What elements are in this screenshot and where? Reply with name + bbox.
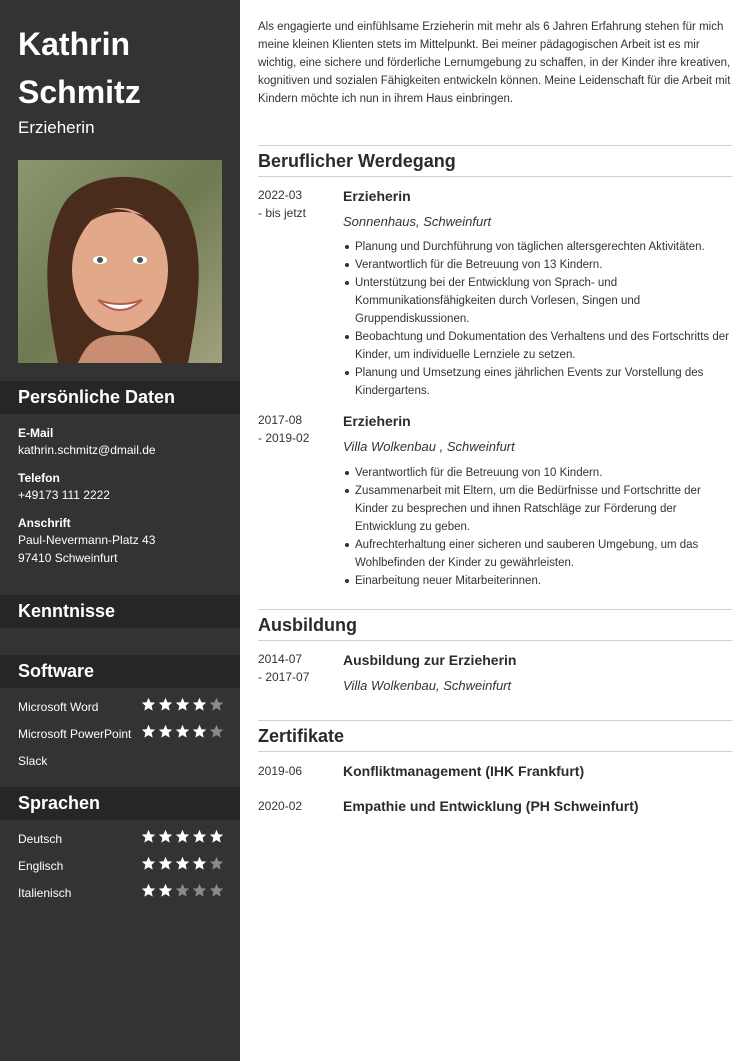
last-name: Schmitz: [18, 74, 141, 110]
star-icon: [141, 829, 156, 844]
star-icon: [141, 697, 156, 712]
list-item: Beobachtung und Dokumentation des Verhaltens und des Fortschritts der Kinder, um individuelle Lernziele zu setzen.: [343, 328, 733, 364]
star-icon: [209, 697, 224, 712]
education-date: [258, 650, 338, 686]
list-item: Aufrechterhaltung einer sicheren und sauberen Umgebung, um das Wohlbefinden der Kinder zu gewährleisten.: [343, 536, 733, 572]
languages-heading: Sprachen: [0, 787, 240, 820]
star-icon: [209, 829, 224, 844]
certificate-date: 2019-06: [258, 764, 303, 778]
job-date-from: 2022-03: [258, 188, 303, 202]
star-icon: [158, 697, 173, 712]
email-value[interactable]: kathrin.schmitz@dmail.de: [18, 443, 156, 457]
job-date-from: 2017-08: [258, 413, 303, 427]
job-date: [258, 411, 338, 447]
software-rating: [141, 697, 224, 712]
address-line2: 97410 Schweinfurt: [18, 551, 118, 565]
phone-label: Telefon: [18, 471, 60, 485]
language-name: Englisch: [18, 859, 64, 873]
star-icon: [175, 724, 190, 739]
star-icon: [175, 829, 190, 844]
profile-summary: Als engagierte und einfühlsame Erzieherin mit mehr als 6 Jahren Erfahrung stehen für mich meine kleinen Klienten stets im Mittelpunkt. Bei meiner pädagogischen Arbeit ist es mir wichtig, eine sichere und förderliche Lernumgebung zu schaffen, in der Kinder ihre kreativen, kognitiven und sozialen Fähigkeiten entwickeln können. Meine Leidenschaft für die Arbeit mit Kindern möchte ich nun in ihrem Haus einbringen.: [258, 21, 731, 105]
star-icon: [141, 883, 156, 898]
job-date-to: - 2019-02: [258, 431, 310, 445]
address-label: Anschrift: [18, 516, 71, 530]
software-heading: Software: [0, 655, 240, 688]
star-icon: [141, 856, 156, 871]
list-item: Unterstützung bei der Entwicklung von Sprach- und Kommunikationsfähigkeiten durch Vorlesen, Singen und Gruppendiskussionen.: [343, 274, 733, 328]
job-bullets: [343, 238, 733, 400]
email-label: E-Mail: [18, 426, 54, 440]
language-name: Italienisch: [18, 886, 72, 900]
job-date-to: - bis jetzt: [258, 206, 307, 220]
star-icon: [192, 829, 207, 844]
star-icon: [175, 697, 190, 712]
software-row: [18, 724, 224, 744]
education-date-from: 2014-07: [258, 652, 303, 666]
job-title: Erzieherin: [18, 118, 95, 137]
software-rating: [141, 724, 224, 739]
job-employer: Villa Wolkenbau , Schweinfurt: [343, 439, 515, 454]
skills-heading: Kenntnisse: [0, 595, 240, 628]
star-icon: [192, 883, 207, 898]
list-item: Verantwortlich für die Betreuung von 10 Kindern.: [343, 464, 733, 482]
certificate-title: Konfliktmanagement (IHK Frankfurt): [343, 763, 585, 779]
education-date-to: - 2017-07: [258, 670, 310, 684]
language-rating: [141, 829, 224, 844]
education-title: Ausbildung zur Erzieherin: [343, 652, 517, 668]
job-title: Erzieherin: [343, 413, 411, 429]
job-date: [258, 186, 338, 222]
list-item: Einarbeitung neuer Mitarbeiterinnen.: [343, 572, 733, 590]
education-school: Villa Wolkenbau, Schweinfurt: [343, 678, 512, 693]
first-name: Kathrin: [18, 26, 130, 62]
experience-heading: Beruflicher Werdegang: [258, 145, 732, 177]
job-title: Erzieherin: [343, 188, 411, 204]
software-row: [18, 751, 224, 771]
certificate-title: Empathie und Entwicklung (PH Schweinfurt): [343, 798, 639, 814]
phone-value: +49173 111 2222: [18, 488, 110, 502]
language-row: [18, 883, 224, 903]
candidate-name: [18, 20, 228, 116]
star-icon: [192, 697, 207, 712]
profile-photo: [18, 160, 222, 363]
list-item: Verantwortlich für die Betreuung von 13 Kindern.: [343, 256, 733, 274]
personal-data-heading: Persönliche Daten: [0, 381, 240, 414]
software-name: Slack: [18, 754, 48, 768]
star-icon: [209, 856, 224, 871]
job-employer: Sonnenhaus, Schweinfurt: [343, 214, 492, 229]
language-row: [18, 829, 224, 849]
list-item: Planung und Umsetzung eines jährlichen Events zur Vorstellung des Kindergartens.: [343, 364, 733, 400]
language-rating: [141, 883, 224, 898]
star-icon: [192, 856, 207, 871]
star-icon: [158, 883, 173, 898]
star-icon: [158, 856, 173, 871]
certificate-date: 2020-02: [258, 799, 303, 813]
list-item: Zusammenarbeit mit Eltern, um die Bedürfnisse und Fortschritte der Kinder zu besprechen und ihnen Ratschläge zur Förderung der Entwicklung zu geben.: [343, 482, 733, 536]
address-line1: Paul-Nevermann-Platz 43: [18, 533, 156, 547]
sidebar: [0, 0, 240, 1061]
education-heading: Ausbildung: [258, 609, 732, 641]
certificates-heading: Zertifikate: [258, 720, 732, 752]
star-icon: [158, 724, 173, 739]
list-item: Planung und Durchführung von täglichen altersgerechten Aktivitäten.: [343, 238, 733, 256]
star-icon: [209, 724, 224, 739]
star-icon: [175, 883, 190, 898]
star-icon: [141, 724, 156, 739]
language-rating: [141, 856, 224, 871]
star-icon: [175, 856, 190, 871]
language-row: [18, 856, 224, 876]
star-icon: [158, 829, 173, 844]
software-row: [18, 697, 224, 717]
job-bullets: [343, 464, 733, 590]
star-icon: [192, 724, 207, 739]
language-name: Deutsch: [18, 832, 63, 846]
software-name: Microsoft PowerPoint: [18, 727, 132, 741]
star-icon: [209, 883, 224, 898]
software-name: Microsoft Word: [18, 700, 99, 714]
